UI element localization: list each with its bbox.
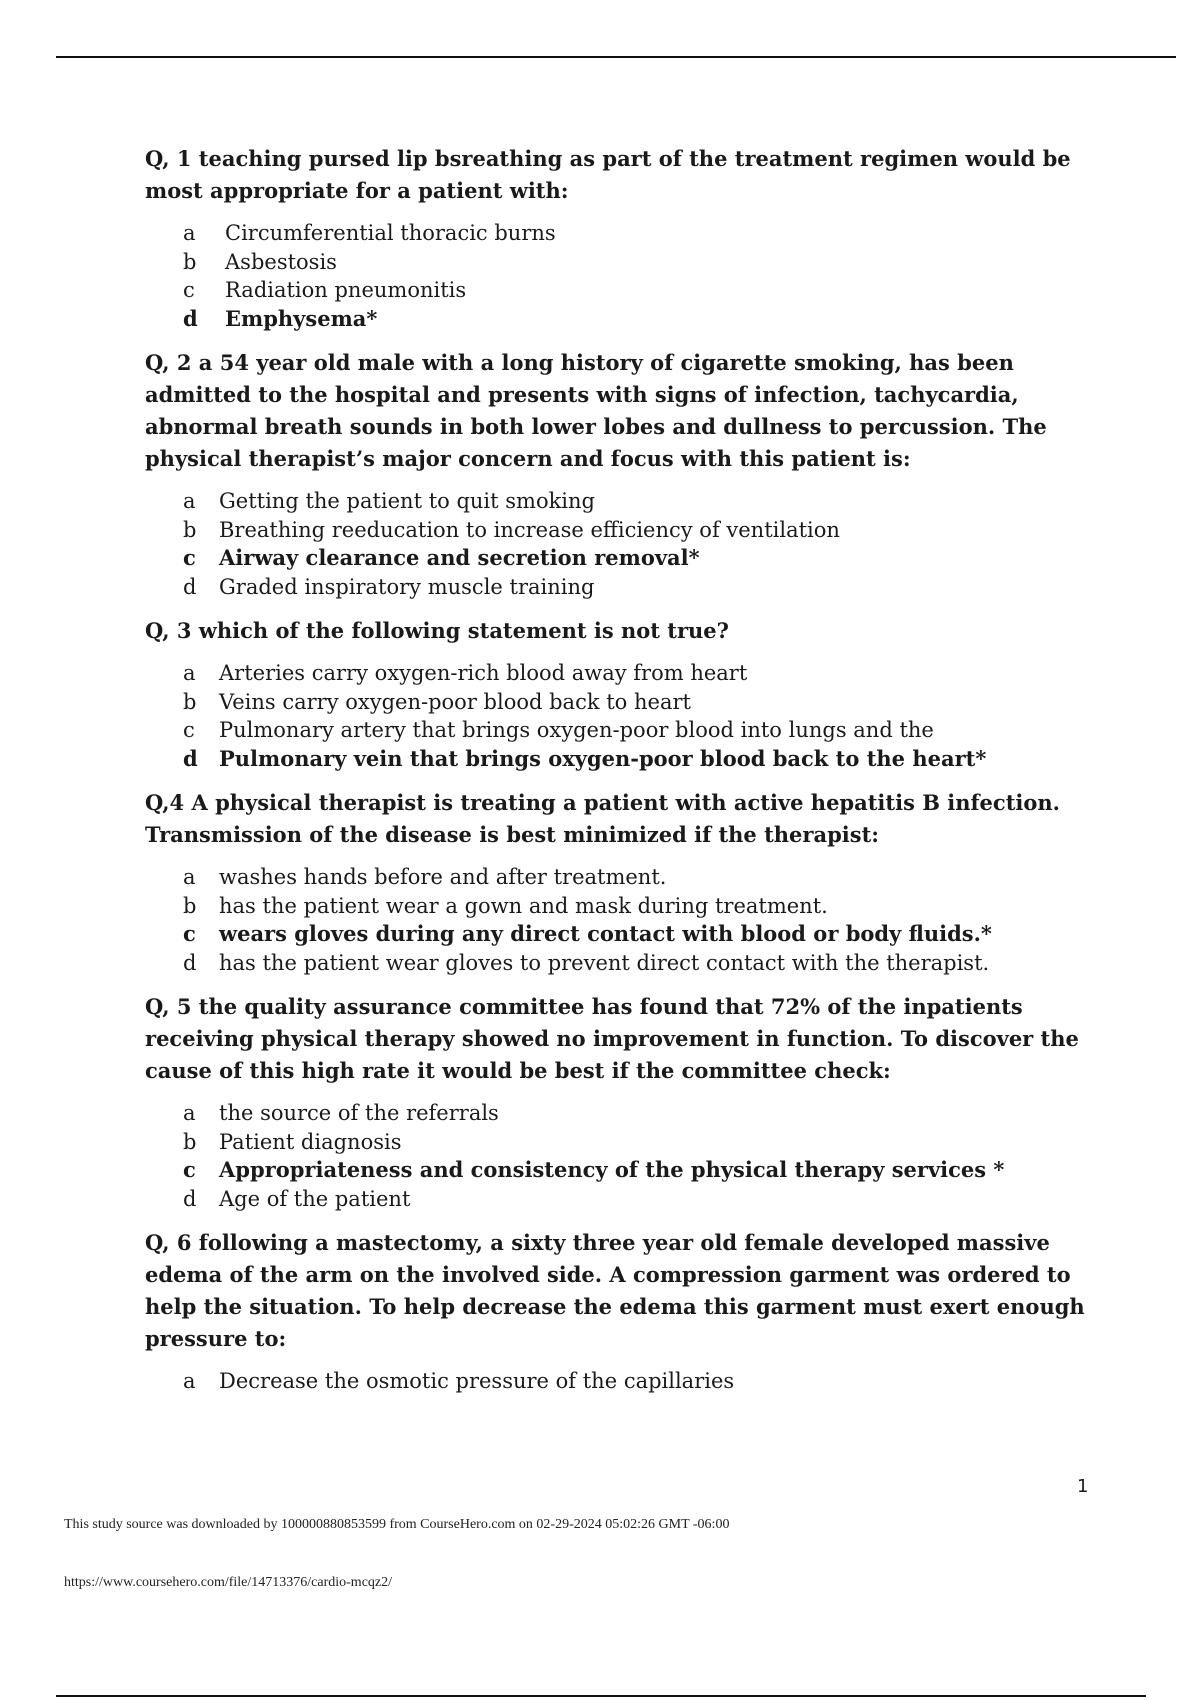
option-a: a the source of the referrals — [183, 1101, 499, 1125]
question-3: Q, 3 which of the following statement is not true? — [145, 618, 729, 643]
question-4: Q,4 A physical therapist is treating a patient with active hepatitis B infection. Transmission of the disease is best minimized if the therapist: — [145, 790, 1060, 847]
option-b: b Patient diagnosis — [183, 1129, 402, 1154]
option-b: b Asbestosis — [183, 249, 337, 274]
option-d: d has the patient wear gloves to prevent direct contact with the therapist. — [183, 950, 990, 975]
download-notice: This study source was downloaded by 100000880853599 from CourseHero.com on 02-29-2024 05:02:26 GMT -06:00 — [64, 1517, 730, 1532]
page-number: 1 — [1077, 1476, 1089, 1497]
option-c: c Radiation pneumonitis — [183, 278, 467, 302]
source-url: https://www.coursehero.com/file/14713376/cardio-mcqz2/ — [64, 1575, 393, 1590]
option-b: b Breathing reeducation to increase efficiency of ventilation — [183, 517, 840, 542]
question-2: Q, 2 a 54 year old male with a long history of cigarette smoking, has been admitted to the hospital and presents with signs of infection, tachycardia, abnormal breath sounds in both lower lobes and dullness to percussion. The physical therapist’s major concern and focus with this patient is: — [145, 350, 1047, 471]
option-a: a Decrease the osmotic pressure of the capillaries — [183, 1369, 735, 1393]
bottom-rule — [56, 1695, 1146, 1697]
option-a: a washes hands before and after treatment. — [183, 865, 667, 889]
question-5-options — [183, 1099, 1095, 1213]
option-a: a Circumferential thoracic burns — [183, 221, 556, 245]
option-b: b Veins carry oxygen-poor blood back to heart — [183, 689, 691, 714]
option-a: a Getting the patient to quit smoking — [183, 489, 595, 513]
option-a: a Arteries carry oxygen-rich blood away from heart — [183, 661, 748, 685]
option-c-correct-answer: c Appropriateness and consistency of the physical therapy services * — [183, 1157, 1005, 1182]
question-5: Q, 5 the quality assurance committee has found that 72% of the inpatients receiving physical therapy showed no improvement in function. To discover the cause of this high rate it would be best if the committee check: — [145, 994, 1079, 1083]
option-c-correct-answer: c wears gloves during any direct contact with blood or body fluids.* — [183, 921, 992, 946]
option-c-correct-answer: c Airway clearance and secretion removal* — [183, 545, 700, 570]
option-d-correct-answer: d Emphysema* — [183, 305, 378, 331]
option-b: b has the patient wear a gown and mask during treatment. — [183, 893, 828, 918]
question-2-options — [183, 487, 1095, 601]
question-6: Q, 6 following a mastectomy, a sixty three year old female developed massive edema of the arm on the involved side. A compression garment was ordered to help the situation. To help decrease the edema this garment must exert enough pressure to: — [145, 1230, 1085, 1351]
option-d-correct-answer: d Pulmonary vein that brings oxygen-poor blood back to the heart* — [183, 745, 987, 771]
question-1-options — [183, 219, 1095, 333]
question-3-options — [183, 659, 1095, 773]
question-4-options — [183, 863, 1095, 977]
top-rule — [56, 56, 1176, 58]
question-1: Q, 1 teaching pursed lip bsreathing as part of the treatment regimen would be most appropriate for a patient with: — [145, 146, 1071, 203]
question-6-options — [183, 1367, 1095, 1396]
option-c: c Pulmonary artery that brings oxygen-poor blood into lungs and the — [183, 718, 934, 742]
option-d: d Age of the patient — [183, 1186, 411, 1211]
question-list — [145, 143, 1095, 1410]
option-d: d Graded inspiratory muscle training — [183, 574, 595, 599]
